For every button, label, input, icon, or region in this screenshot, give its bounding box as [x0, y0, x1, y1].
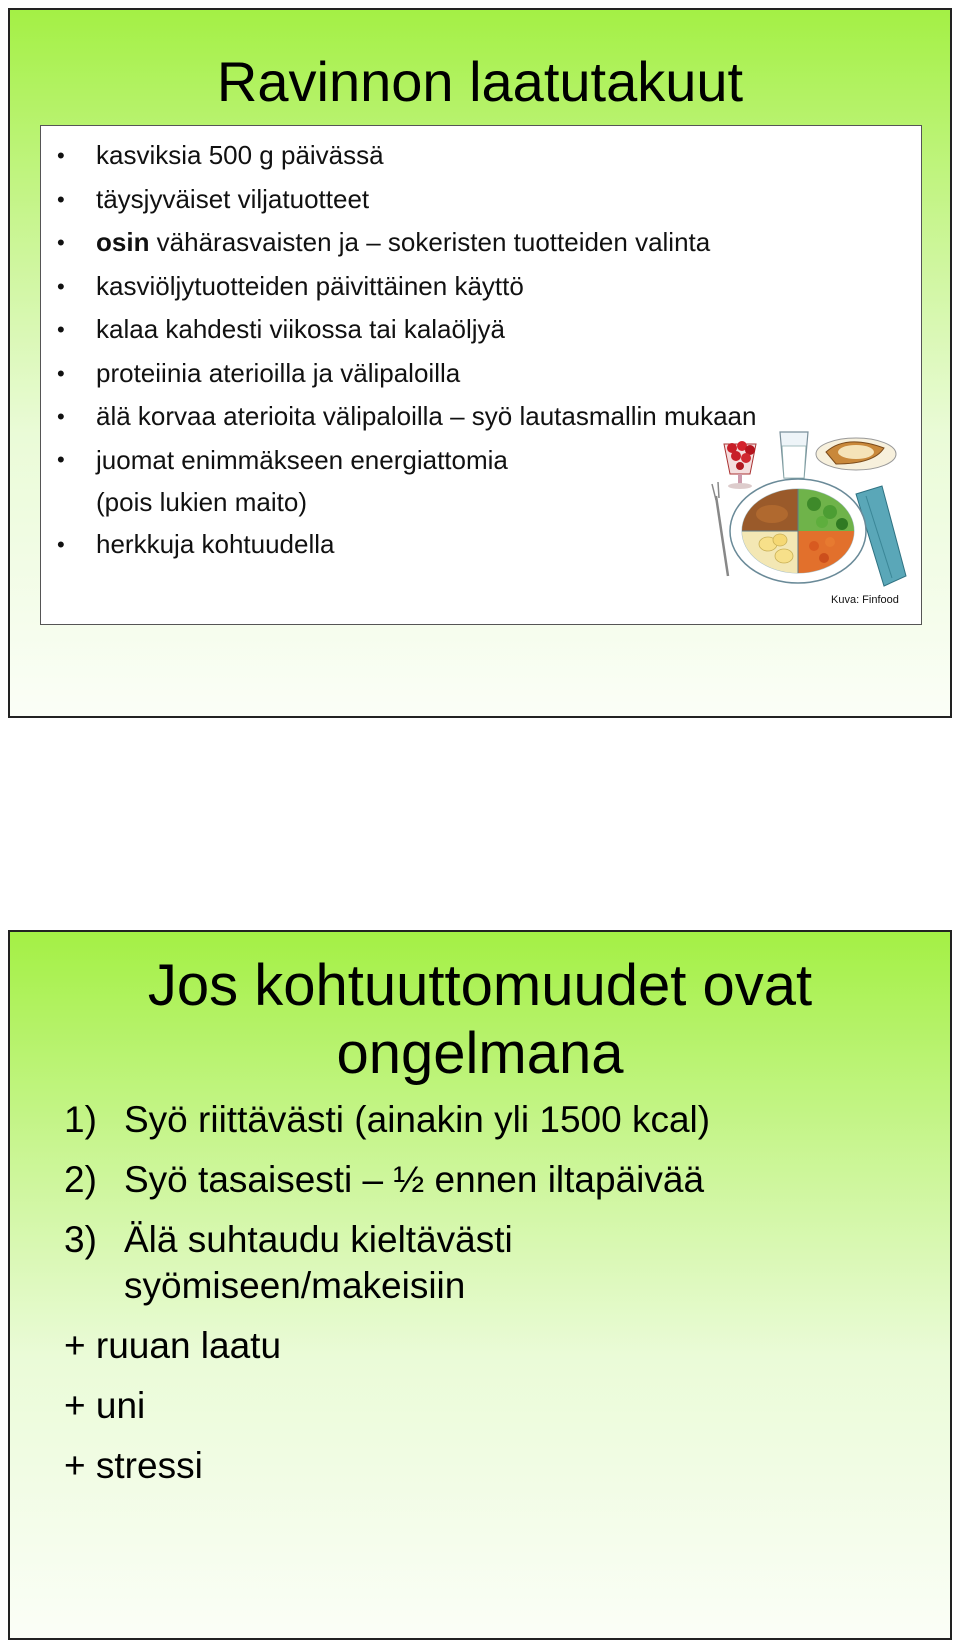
slide-1-title: Ravinnon laatutakuut [216, 50, 744, 113]
bread-icon [816, 438, 896, 470]
list-item: • täysjyväiset viljatuotteet [53, 178, 913, 222]
item-number: 2) [64, 1159, 97, 1200]
bold-text: osin [96, 227, 150, 257]
list-item: • kalaa kahdesti viikossa tai kalaöljyä [53, 308, 913, 352]
slide-2-title-line2: ongelmana [336, 1021, 624, 1086]
item-text-line1: Älä suhtaudu kieltävästi [124, 1219, 513, 1260]
list-item: • herkkuja kohtuudella [53, 523, 913, 567]
extra-factor: + stressi [64, 1445, 203, 1486]
milk-glass-icon [780, 432, 808, 478]
item-number: 3) [64, 1219, 97, 1260]
slide-2-title [10, 952, 950, 1088]
list-item [64, 1217, 924, 1309]
extra-factor: + uni [64, 1385, 146, 1426]
list-item: • älä korvaa aterioita välipaloilla – syö lautasmallin mukaan [53, 395, 913, 439]
item-text: Syö riittävästi (ainakin yli 1500 kcal) [124, 1099, 711, 1140]
item-number: 1) [64, 1099, 97, 1140]
image-credit: Kuva: Finfood [831, 594, 899, 606]
list-item-line2: (pois lukien maito) [96, 486, 307, 517]
plate-model-illustration [706, 426, 916, 611]
extra-factor: + ruuan laatu [64, 1325, 282, 1366]
slide-1 [8, 8, 952, 718]
slide-2-title-line1: Jos kohtuuttomuudet ovat [147, 953, 813, 1018]
list-item [64, 1157, 924, 1203]
content-box [40, 125, 922, 625]
berry-glass-icon [724, 441, 756, 489]
list-item: • kasviöljytuotteiden päivittäinen käyttö [53, 265, 913, 309]
plate-icon [730, 479, 866, 583]
item-text: Syö tasaisesti – ½ ennen iltapäivää [124, 1159, 705, 1200]
list-item-line1: juomat enimmäkseen energiattomia [96, 444, 508, 475]
list-item: • proteiinia aterioilla ja välipaloilla [53, 352, 913, 396]
list-item-text: vähärasvaisten ja – sokeristen tuotteiden valinta [149, 227, 711, 257]
item-text-line2: syömiseen/makeisiin [124, 1265, 466, 1306]
list-item [64, 1097, 924, 1143]
list-item: • kasviksia 500 g päivässä [53, 134, 913, 178]
fork-icon [712, 482, 728, 576]
list-item [53, 221, 913, 265]
slide-2 [8, 930, 952, 1640]
advice-list [64, 1097, 924, 1503]
